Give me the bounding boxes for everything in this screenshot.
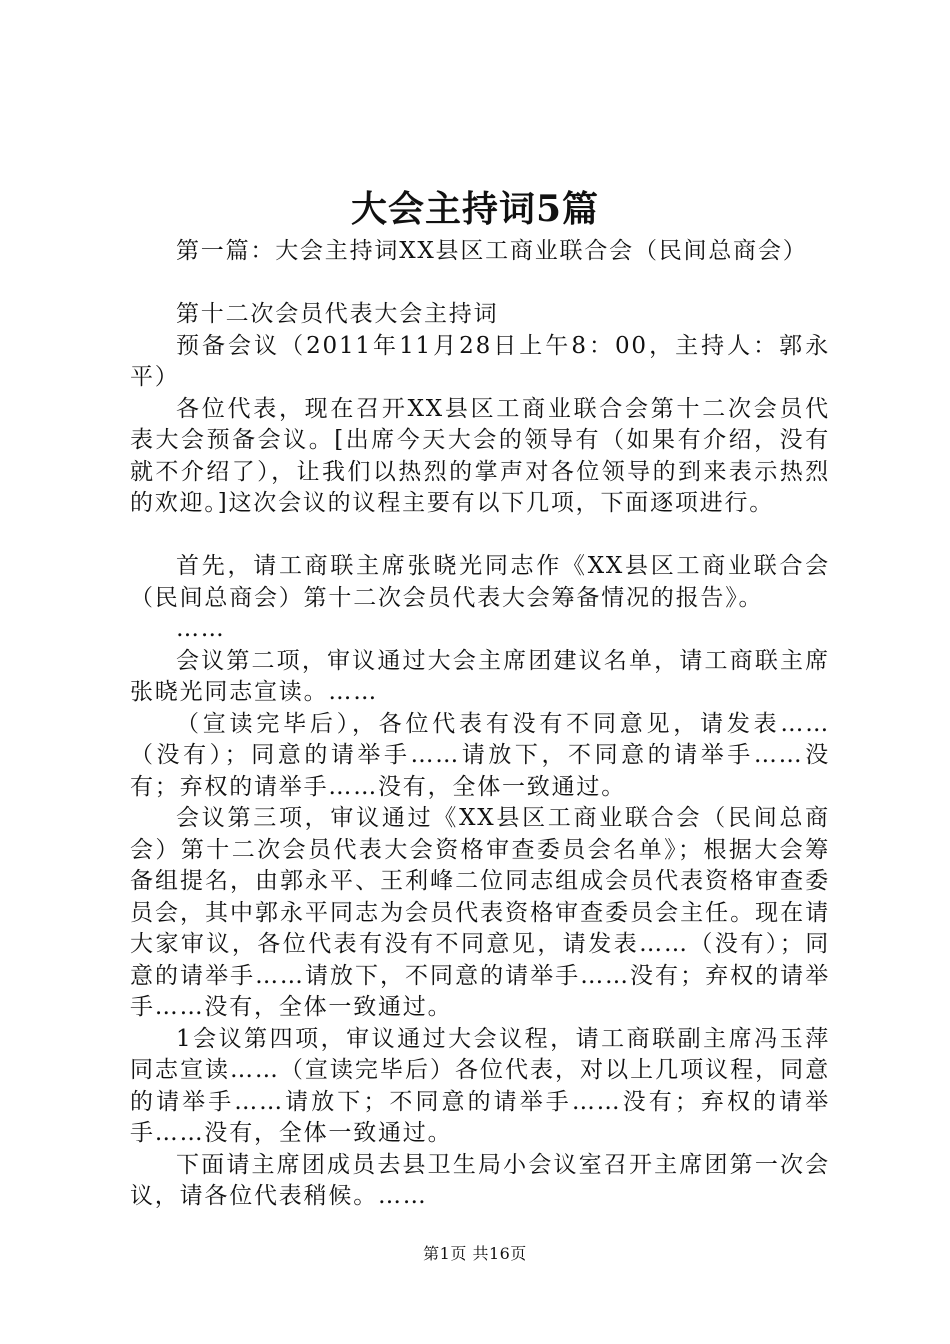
paragraph-preparatory-meeting: 预备会议（2011年11月28日上午8：00，主持人：郭永平） [130,332,830,390]
paragraph-subheading: 第十二次会员代表大会主持词 [176,301,499,327]
paragraph-second-item: 会议第二项，审议通过大会主席团建议名单，请工商联主席张晓光同志宣读。…… [130,647,830,705]
paragraph-opening-remarks: 各位代表，现在召开XX县区工商业联合会第十二次会员代表大会预备会议。[出席今天大会的领导有（如果有介绍，没有就不介绍了），让我们以热烈的掌声对各位领导的到来表示热烈的欢迎。]这次会议的议程主要有以下几项，下面逐项进行。 [130,395,830,516]
paragraph-closing: 下面请主席团成员去县卫生局小会议室召开主席团第一次会议，请各位代表稍候。…… [130,1151,830,1209]
document-body [130,236,830,1213]
paragraph-second-item-vote: （宣读完毕后），各位代表有没有不同意见，请发表……（没有）；同意的请举手……请放下，不同意的请举手……没有；弃权的请举手……没有，全体一致通过。 [130,710,830,800]
page-number-footer: 第1页 共16页 [423,1244,527,1263]
paragraph-heading-part-1: 第一篇：大会主持词XX县区工商业联合会（民间总商会） [176,238,808,264]
paragraph-ellipsis: …… [176,616,226,642]
document-title: 大会主持词5篇 [350,188,600,230]
paragraph-first-item: 首先，请工商联主席张晓光同志作《XX县区工商业联合会（民间总商会）第十二次会员代表大会筹备情况的报告》。 [130,553,830,611]
paragraph-fourth-item: 1会议第四项，审议通过大会议程，请工商联副主席冯玉萍同志宣读……（宣读完毕后）各位代表，对以上几项议程，同意的请举手……请放下；不同意的请举手……没有；弃权的请举手……没有，全体一致通过。 [130,1025,830,1146]
paragraph-third-item: 会议第三项，审议通过《XX县区工商业联合会（民间总商会）第十二次会员代表大会资格审查委员会名单》；根据大会筹备组提名，由郭永平、王利峰二位同志组成会员代表资格审查委员会，其中郭永平同志为会员代表资格审查委员会主任。现在请大家审议，各位代表有没有不同意见，请发表……（没有）；同意的请举手……请放下，不同意的请举手……没有；弃权的请举手……没有，全体一致通过。 [130,805,830,1020]
